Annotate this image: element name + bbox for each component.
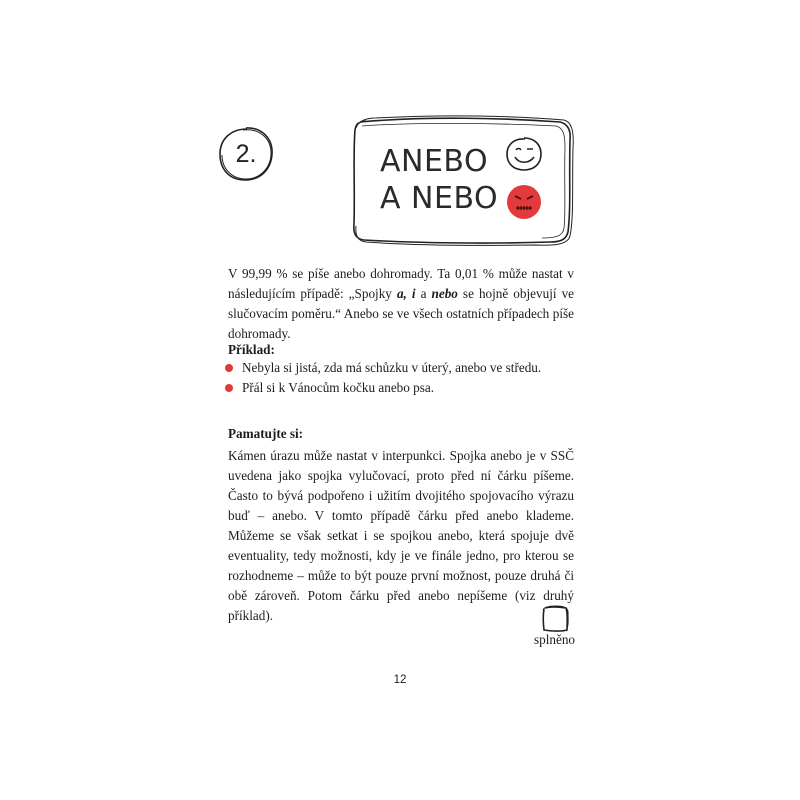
done-checkbox[interactable] <box>540 604 570 634</box>
page-number: 12 <box>393 674 407 686</box>
title-line-1: ANEBO <box>380 144 489 179</box>
title-line-2: A NEBO <box>380 181 499 216</box>
example-list <box>224 358 574 398</box>
remember-paragraph: Kámen úrazu může nastat v interpunkci. Spojka anebo je v SSČ uvedena jako spojka vylučovací, proto před ní čárku píšeme. Často to bývá podpořeno i užitím dvojitého spojovacího výrazu buď – anebo. V tomto případě čárku před anebo klademe. Můžeme se však setkat i se spojkou anebo, která spojuje dvě eventuality, tedy možnosti, kdy je ve finále jedno, pro kterou se rozhodneme – může to být pouze první možnost, pouze druhá či obě zároveň. Potom čárku před anebo nepíšeme (viz druhý příklad). <box>228 448 574 623</box>
list-item-text: Nebyla si jistá, zda má schůzku v úterý, anebo ve středu. <box>242 360 542 375</box>
intro-bold-1: a, i <box>396 286 416 301</box>
list-item-text: Přál si k Vánocům kočku anebo psa. <box>242 380 435 395</box>
intro-bold-2: nebo <box>431 286 458 301</box>
done-label: splněno <box>534 632 576 647</box>
title-box <box>346 108 578 248</box>
intro-text-3: se hojně objevují ve slučovacím poměru.“ Anebo se ve všech ostatních případech píše dohromady. <box>228 286 575 341</box>
intro-text-1: V 99,99 % se píše anebo dohromady. Ta 0,01 % může nastat v následujícím případě: „Spojky <box>228 266 574 301</box>
chapter-number: 2. <box>235 139 257 168</box>
example-heading: Příklad: <box>228 342 275 357</box>
intro-text-2: a <box>415 286 432 301</box>
list-item <box>224 358 574 378</box>
intro-paragraph <box>228 264 574 344</box>
chapter-number-badge <box>216 124 276 184</box>
angry-face-icon <box>504 183 544 223</box>
remember-heading: Pamatujte si: <box>228 426 304 441</box>
winking-smiley-icon <box>504 135 544 173</box>
list-item <box>224 378 574 398</box>
red-dot-icon <box>225 384 233 392</box>
red-dot-icon <box>225 364 233 372</box>
